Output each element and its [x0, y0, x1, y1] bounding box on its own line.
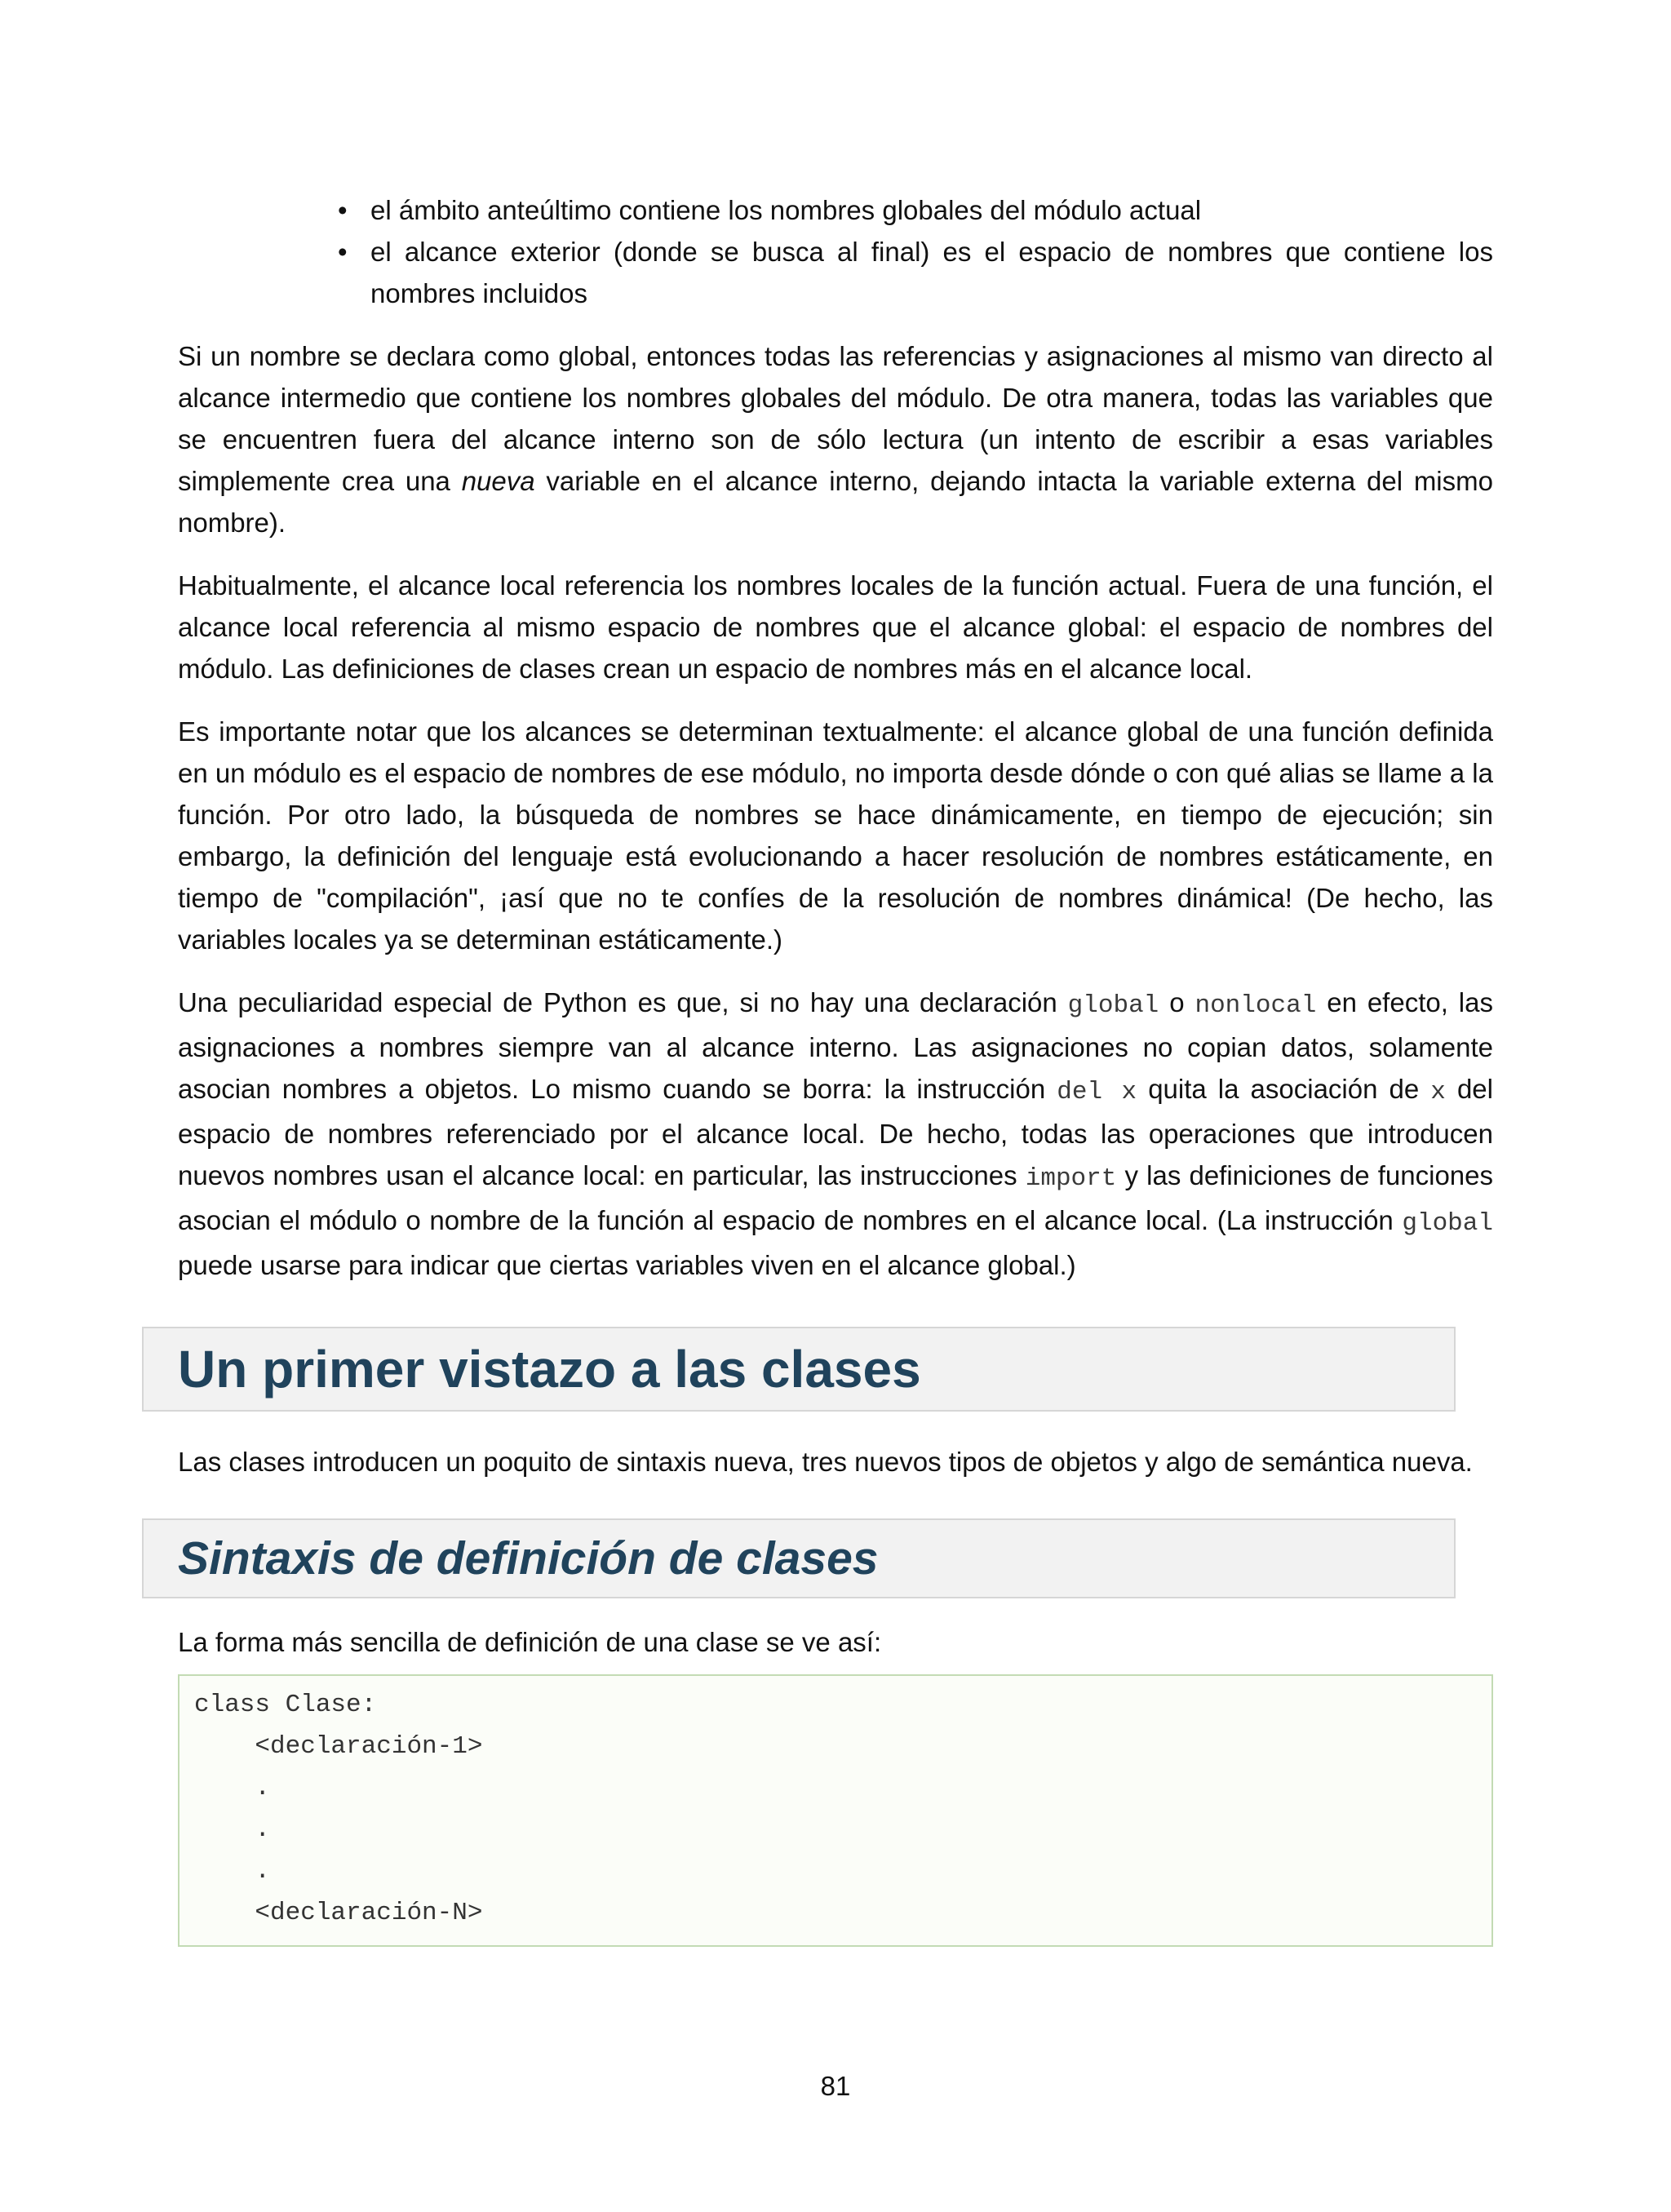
inline-code: nonlocal: [1195, 991, 1317, 1020]
page-number: 81: [820, 2071, 851, 2101]
list-item: • el ámbito anteúltimo contiene los nombres globales del módulo actual: [338, 189, 1493, 231]
inline-code: import: [1025, 1164, 1117, 1193]
subsection-heading: Sintaxis de definición de clases: [178, 1532, 879, 1585]
scope-list: [178, 189, 1493, 314]
list-item: • el alcance exterior (donde se busca al final) es el espacio de nombres que contiene los nombres incluidos: [338, 231, 1493, 314]
code-text: class Clase: <declaración-1> . . . <declaración-N>: [194, 1691, 483, 1927]
paragraph-textual-scopes: Es importante notar que los alcances se determinan textualmente: el alcance global de una función definida en un módulo es el espacio de nombres de ese módulo, no importa desde dónde o con qué alias se llame a la función. Por otro lado, la búsqueda de nombres se hace dinámicamente, en tiempo de ejecución; sin embargo, la definición del lenguaje está evolucionando a hacer resolución de nombres estáticamente, en tiempo de "compilación", ¡así que no te confíes de la resolución de nombres dinámica! (De hecho, las variables locales ya se determinan estáticamente.): [178, 716, 1493, 955]
page-content: [178, 189, 1493, 1947]
inline-code: global: [1402, 1209, 1493, 1238]
paragraph-global-declaration: Si un nombre se declara como global, entonces todas las referencias y asignaciones al mismo van directo al alcance intermedio que contiene los nombres globales del módulo. De otra manera, todas las variables que se encuentren fuera del alcance interno son de sólo lectura (un intento de escribir a esas variables simplemente crea una nueva variable en el alcance interno, dejando intacta la variable externa del mismo nombre).: [178, 341, 1493, 538]
paragraph-python-quirk: Una peculiaridad especial de Python es que, si no hay una declaración global o nonlocal en efecto, las asignaciones a nombres siempre van al alcance interno. Las asignaciones no copian datos, solamente asocian nombres a objetos. Lo mismo cuando se borra: la instrucción del x quita la asociación de x del espacio de nombres referenciado por el alcance local. De hecho, todas las operaciones que introducen nuevos nombres usan el alcance local: en particular, las instrucciones import y las definiciones de funciones asocian el módulo o nombre de la función al espacio de nombres en el alcance local. (La instrucción global puede usarse para indicar que ciertas variables viven en el alcance global.): [178, 987, 1493, 1280]
emphasis-nueva: nueva: [461, 466, 535, 496]
section-heading: Un primer vistazo a las clases: [178, 1340, 921, 1399]
paragraph-local-scope: Habitualmente, el alcance local referencia los nombres locales de la función actual. Fuera de una función, el alcance local referencia al mismo espacio de nombres que el alcance global: el espacio de nombres del módulo. Las definiciones de clases crean un espacio de nombres más en el alcance local.: [178, 570, 1493, 684]
inline-code: global: [1067, 991, 1159, 1020]
subsection-heading-box: [142, 1518, 1456, 1598]
section-heading-box: [142, 1327, 1456, 1412]
paragraph-classes-intro: Las clases introducen un poquito de sintaxis nueva, tres nuevos tipos de objetos y algo de semántica nueva.: [178, 1447, 1473, 1477]
inline-code: del x: [1057, 1078, 1137, 1106]
inline-code: x: [1430, 1078, 1446, 1106]
code-block: [178, 1674, 1493, 1947]
paragraph-simplest-form: La forma más sencilla de definición de una clase se ve así:: [178, 1627, 882, 1657]
